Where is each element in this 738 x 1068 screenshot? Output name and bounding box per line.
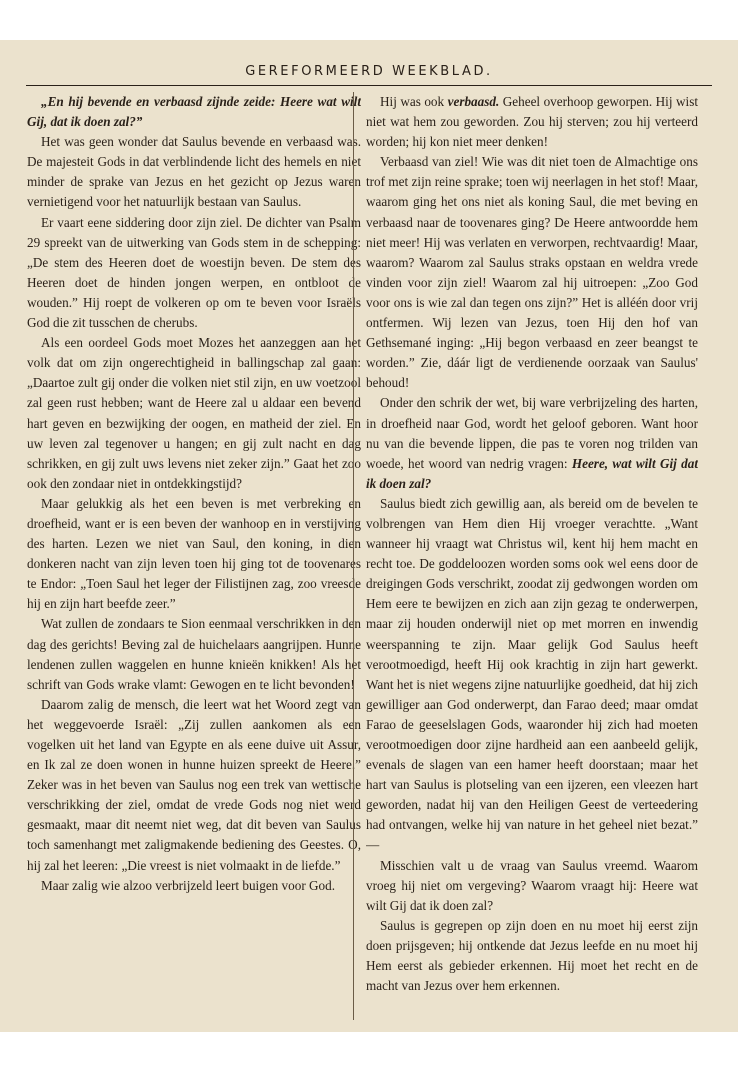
paragraph: Wat zullen de zondaars te Sion eenmaal verschrikken in den dag des gerichts! Beving zal de huichelaars aangrijpen. Hunne lendenen zullen waggelen en hunne knieën knikken! Als het schrift van Gods wrake vlamt: Gewogen en te licht bevonden! bbox=[27, 616, 361, 692]
paragraph: Als een oordeel Gods moet Mozes het aanzeggen aan het volk dat om zijn ongerechtigheid in ballingschap zal gaan: „Daartoe zult gij onder die volken niet stil zijn, en uw voetzool zal geen rust hebben; want de Heere zal u aldaar een bevend hart geven en bezwijking der oogen, en matheid der ziel. En uw leven zal tegenover u hangen; en gij zult nacht en dag schrikken, en gij zult uws levens niet zeker zijn.” Gaat het zoo ook den zondaar niet in ontdekkingstijd? bbox=[27, 335, 361, 491]
paragraph: Verbaasd van ziel! Wie was dit niet toen de Almachtige ons trof met zijn reine sprake; toen wij neerlagen in het stof! Maar, waarom ging het ons niet als koning Saul, die met beving en verbaasd naar de toovenares ging? De Heere antwoordde hem niet meer! Hij was verlaten en verworpen, rechtvaardig! Maar, waarom? Waarom zal Saulus straks opstaan en weldra vrede vinden voor zijn ziel! Waarom zal hij uitroepen: „Zoo God voor ons is wie zal dan tegen ons zijn?” Het is alléén door vrij ontfermen. Wij lezen van Jezus, toen Hij den hof van Gethsemané inging: „Hij begon verbaasd en zeer beangst te worden.” Zie, dáár ligt de verdienende oorzaak van Saulus' behoud! bbox=[366, 154, 698, 391]
bottom-margin bbox=[0, 1032, 738, 1068]
column-divider bbox=[353, 92, 354, 1020]
newspaper-page bbox=[0, 40, 738, 1032]
paragraph: Saulus is gegrepen op zijn doen en nu moet hij eerst zijn doen prijsgeven; hij ontkende dat Jezus leefde en nu moet hij Hem eerst als gebieder erkennen. Hij moet het recht en de macht van Jezus over hem erkennen. bbox=[366, 917, 698, 994]
emphasis: verbaasd. bbox=[447, 94, 500, 109]
text-run: Onder den schrik der wet, bij ware verbrijzeling des harten, in droefheid naar God, wordt het geloof geboren. Want hoor nu van die bevende lippen, die pas te voren nog trilden van woede, het woord van nedrig vragen: bbox=[366, 395, 698, 471]
paragraph: Saulus biedt zich gewillig aan, als bereid om de bevelen te volbrengen van Hem dien Hij vroeger verachtte. „Want wanneer hij vraagt wat Christus wil, kent hij hem macht en recht toe. De goddeloozen worden soms ook wel eens door de dreigingen Gods verschrikt, zoodat zij gedwongen worden om Hem eere te bewijzen en zich aan zijn gezag te onderwerpen, maar zij houden onderwijl niet op met morren en inwendig weerspanning te zijn. Maar gelijk God Saulus heeft verootmoedigd, heeft Hij ook krachtig in zijn hart gewerkt. Want het is niet wegens zijne natuurlijke goedheid, dat hij zich gewilliger aan God onderwerpt, dan Farao deed; maar omdat Farao de geeselslagen Gods, waaronder hij zich had moeten verootmoedigen door zijne hardheid aan een aanbeeld gelijk, evenals de slagen van een hamer heeft doorstaan; maar het hart van Saulus is plotseling van een ijzeren, een vleezen hart geworden, nadat hij van den Heiligen Geest de verteedering had ontvangen, welke hij van nature in het geheel niet bezat.” — bbox=[366, 495, 698, 853]
text-run: Geheel overhoop geworpen. Hij wist niet wat hem zou geworden. Zou hij sterven; zou hij verteerd worden; hij kon niet meer denken! bbox=[366, 94, 698, 150]
masthead: GEREFORMEERD WEEKBLAD. bbox=[245, 64, 493, 79]
right-column bbox=[366, 92, 698, 1022]
paragraph bbox=[366, 92, 698, 152]
header-rule bbox=[26, 85, 712, 86]
paragraph: Er vaart eene siddering door zijn ziel. De dichter van Psalm 29 spreekt van de uitwerking van Gods stem in de schepping: „De stem des Heeren doet de woestijn beven. De stem des Heeren doet de hinden jongen werpen, en ontbloot de wouden.” Hij roept de volkeren op om te beven voor Israëls God die zit tusschen de cherubs. bbox=[27, 214, 361, 331]
left-column bbox=[27, 92, 361, 1022]
paragraph: Maar zalig wie alzoo verbrijzeld leert buigen voor God. bbox=[41, 877, 336, 893]
paragraph: Het was geen wonder dat Saulus bevende en verbaasd was. De majesteit Gods in dat verblindende licht des hemels en niet minder de sprake van Jezus en het gezicht op Jezus waren vernietigend voor het natuurlijk bestaan van Saulus. bbox=[27, 134, 361, 210]
text-run: Hij was ook bbox=[380, 94, 448, 109]
lead-quote: „En hij bevende en verbaasd zijnde zeide: Heere wat wilt Gij, dat ik doen zal?” bbox=[27, 94, 361, 130]
paragraph: Misschien valt u de vraag van Saulus vreemd. Waarom vroeg hij niet om vergeving? Waarom vraagt hij: Heere wat wilt Gij dat ik doen zal? bbox=[366, 857, 698, 913]
emphasis: Heere, wat wilt Gij dat ik doen zal? bbox=[366, 455, 698, 491]
paragraph: Daarom zalig de mensch, die leert wat het Woord zegt van het weggevoerde Israël: „Zij zullen aankomen als een vogelken uit het land van Egypte en als eene duive uit Assur, en Ik zal ze doen wonen in hunne huizen spreekt de Heere.” Zeker was in het beven van Saulus nog een trek van wettische verschrikking der ziel, omdat de vrede Gods nog niet werd gesmaakt, maar dit neemt niet weg, dat dit beven van Saulus toch samenhangt met zaligmakende bediening des Geestes. O, hij zal het leeren: „Die vreest is niet volmaakt in de liefde.” bbox=[27, 696, 361, 873]
paragraph bbox=[366, 393, 698, 493]
paragraph: Maar gelukkig als het een beven is met verbreking en droefheid, want er is een beven der wanhoop en in verstijving des harten. Lezen we niet van Saul, den koning, in dien donkeren nacht van zijn leven toen hij ging tot de toovenares te Endor: „Toen Saul het leger der Filistijnen zag, zoo vreesde hij en zijn hart beefde zeer.” bbox=[27, 495, 361, 612]
